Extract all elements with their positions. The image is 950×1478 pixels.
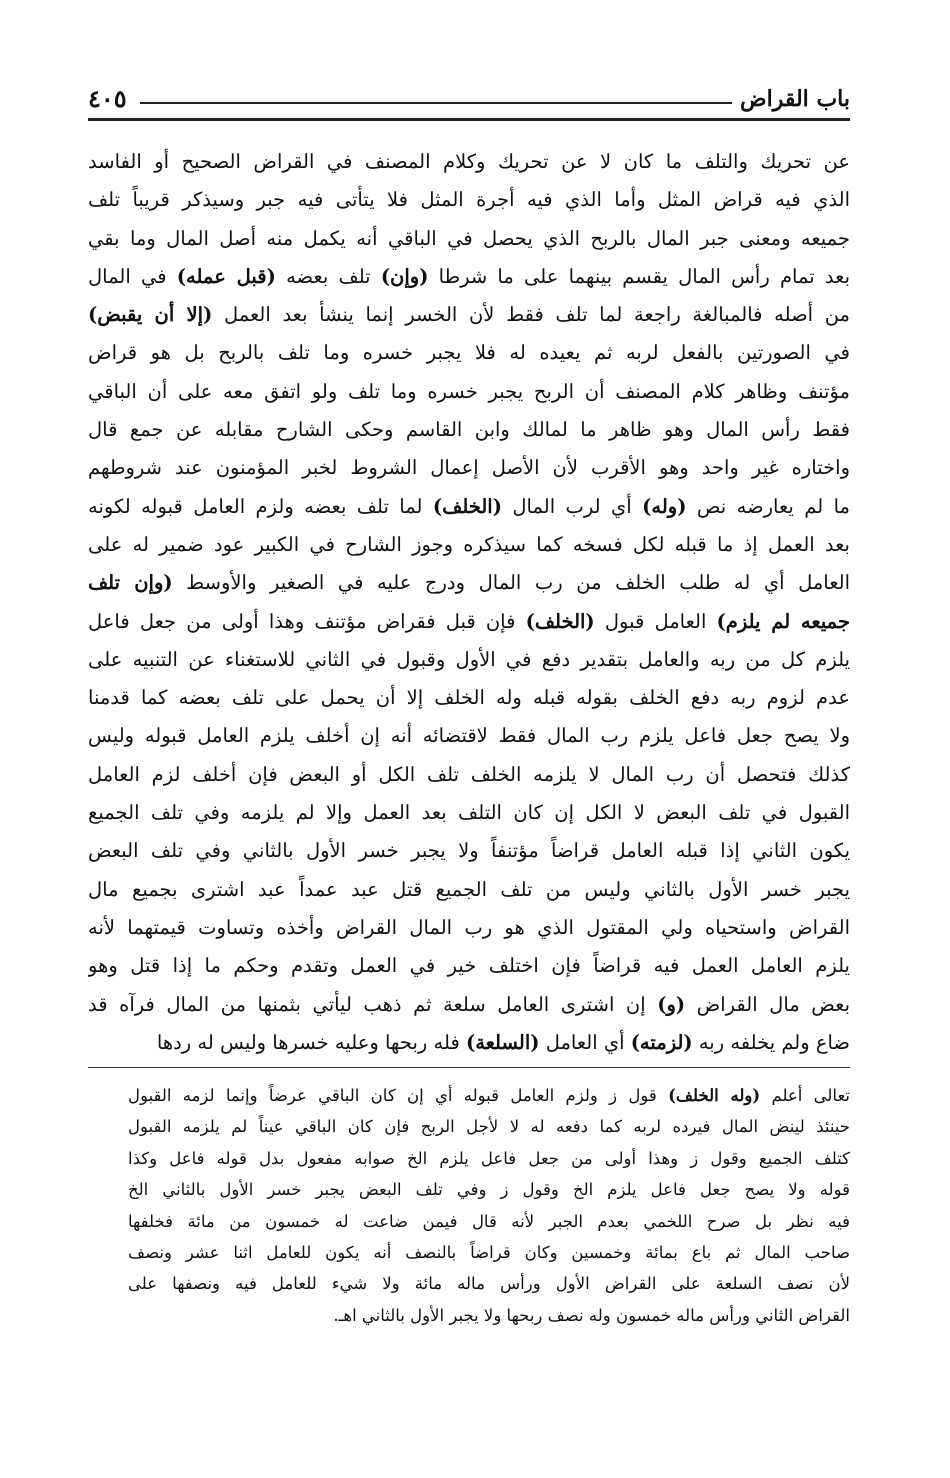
bold-term: (قبل عمله): [176, 264, 276, 288]
chapter-title: باب القراض: [740, 86, 850, 112]
header-underline: [88, 118, 850, 121]
text-line: [88, 832, 850, 870]
text-run: ضاع ولم يخلفه ربه: [692, 1030, 850, 1054]
text-line: [88, 871, 850, 909]
text-line: [88, 181, 850, 219]
text-run: عدم لزوم ربه دفع الخلف بقوله قبله وله الخلف إلا أن يحمل على تلف بعضه كما قدمنا: [88, 686, 850, 710]
text-run: كذلك فتحصل أن رب المال لا يلزمه الخلف تلف الكل أو البعض فإن أخلف لزم العامل: [88, 762, 850, 786]
text-run: عن تحريك والتلف ما كان لا عن تحريك وكلام المصنف في القراض الصحيح أو الفاسد: [88, 150, 850, 173]
text-run: لأن نصف السلعة على القراض الأول ورأس ماله مائة ولا شيء للعامل فيه ونصفها على: [128, 1274, 850, 1294]
text-run: قوله ولا يصح جعل فاعل يلزم الخ وقول ز وفي تلف البعض يجبر خسر الأول بالثاني الخ: [128, 1180, 850, 1200]
text-run: فله ربحها وعليه خسرها وليس له ردها: [156, 1030, 466, 1054]
text-line: [88, 373, 850, 411]
footnote-line: [128, 1143, 850, 1174]
text-run: القراض الثاني ورأس ماله خمسون وله نصف ربحها ولا يجبر الأول بالثاني اهـ.: [333, 1305, 850, 1325]
text-run: من أصله فالمبالغة راجعة لما تلف فقط لأن الخسر إنما ينشأ بعد العمل: [212, 303, 850, 327]
text-line: [88, 488, 850, 526]
text-run: بعد العمل إذ ما قبله لكل فسخه كما سيذكره وجوز الشارح في الكبير عود ضمير له على: [88, 532, 850, 556]
text-run: فقط رأس المال وهو ظاهر ما لمالك وابن القاسم وحكى الشارح مقابله عن جمع قال: [88, 418, 850, 442]
text-run: صاحب المال ثم باع بمائة وخمسين وكان قراضاً بالنصف أنه يكون للعامل اثنا عشر ونصف: [128, 1242, 850, 1262]
footnote-line: [128, 1111, 850, 1142]
footnote-divider: [88, 1067, 850, 1068]
text-run: إن اشترى العامل سلعة ثم ذهب ليأتي بثمنها من المال فرآه قد: [88, 992, 658, 1016]
text-run: في الصورتين بالفعل لربه ثم يعيده له فلا يجبر خسره وما تلف بالربح بل هو قراض: [88, 341, 850, 365]
text-line: [88, 603, 850, 641]
bold-term: (وله): [642, 494, 687, 518]
bold-term: (الخلف): [525, 609, 595, 633]
text-line: [88, 143, 850, 181]
text-line: [88, 296, 850, 334]
text-line: [88, 220, 850, 258]
text-run: حينئذ لينض المال فيرده لربه كما دفعه له لا لأجل الربح فإن كان الباقي عيناً لم يلزمه القبول: [128, 1117, 850, 1137]
text-run: يلزم كل من ربه والعامل بتقدير دفع في الأول وقبول في الثاني للاستغناء عن التنبيه على: [88, 647, 850, 671]
footnote-line: [128, 1080, 850, 1111]
bold-term: جميعه لم يلزم): [716, 609, 850, 633]
text-run: تعالى أعلم: [760, 1086, 850, 1105]
text-run: أي العامل: [539, 1030, 631, 1054]
text-run: الذي فيه قراض المثل وأما الذي فيه أجرة المثل فلا يتأتى فيه جبر وسيذكر قريباً تلف: [88, 188, 850, 212]
text-line: [88, 564, 850, 602]
header-rule: [140, 102, 732, 104]
text-run: ولا يصح جعل فاعل يلزم رب المال فقط لاقتضائه أنه إن أخلف يلزم العامل قبوله وليس: [88, 724, 850, 748]
text-run: واختاره غير واحد وهو الأقرب لأن الأصل إعمال الشروط لخبر المؤمنون عند شروطهم: [88, 456, 850, 480]
text-line: [88, 334, 850, 372]
text-line: [88, 986, 850, 1024]
text-run: كتلف الجميع وقول ز وهذا أولى من جعل فاعل يلزم الخ صوابه مفعول بدل قوله فاعل وكذا: [128, 1148, 850, 1168]
text-line: [88, 909, 850, 947]
text-line: [88, 258, 850, 296]
text-line: [88, 411, 850, 449]
text-run: مؤتنف وظاهر كلام المصنف أن الربح يجبر خسره وما تلف ولو اتفق معه على أن الباقي: [88, 379, 850, 403]
text-line: [88, 794, 850, 832]
text-line: [88, 717, 850, 755]
text-run: فيه نظر بل صرح اللخمي بعدم الجبر لأنه قال فيمن ضاعت له خمسون من مائة فخلفها: [128, 1211, 850, 1231]
footnote-line: [128, 1206, 850, 1237]
text-run: بعض مال القراض: [685, 992, 850, 1016]
main-text: [88, 143, 850, 1062]
text-line: [88, 641, 850, 679]
bold-term: (السلعة): [465, 1030, 540, 1054]
footnotes: [128, 1080, 850, 1331]
bold-term: (وإن): [380, 264, 429, 288]
text-run: قول ز ولزم العامل قبوله أي إن كان الباقي عرضاً وإنما لزمه القبول: [128, 1086, 669, 1105]
text-line: [88, 449, 850, 487]
bold-term: (لزمته): [630, 1030, 693, 1054]
text-line: [88, 947, 850, 985]
footnote-line: [128, 1174, 850, 1205]
bold-term: (و): [657, 992, 686, 1016]
text-run: العامل أي له طلب الخلف من رب المال ودرج عليه في الصغير والأوسط: [172, 571, 850, 595]
bold-term: (إلا أن يقبض): [88, 303, 213, 327]
text-line: [88, 756, 850, 794]
text-run: بعد تمام رأس المال يقسم بينهما على ما شرطا: [428, 264, 850, 288]
footnote-line: [128, 1268, 850, 1299]
bold-term: (وإن تلف: [88, 571, 173, 595]
text-run: تلف بعضه: [275, 264, 381, 288]
text-run: أي لرب المال: [501, 494, 643, 518]
text-run: القراض واستحياه ولي المقتول الذي هو رب المال القراض وأخذه وتساوت قيمتهما لأنه: [88, 915, 850, 939]
text-run: فإن قبل فقراض مؤتنف وهذا أولى من جعل فاعل: [88, 609, 526, 633]
text-run: يجبر خسر الأول بالثاني وليس من تلف الجميع قتل عبد عمداً عبد اشترى بجميع مال: [88, 877, 850, 901]
footnote-line: [128, 1237, 850, 1268]
text-run: يلزم العامل العمل فيه قراضاً فإن اختلف خير في العمل وتقدم وحكم ما إذا قتل وهو: [88, 954, 850, 978]
text-run: يكون الثاني إذا قبله العامل قراضاً مؤتنفاً ولا يجبر خسر الأول بالثاني وفي تلف البعض: [88, 839, 850, 863]
text-line: [88, 1024, 850, 1062]
text-run: العامل قبول: [594, 609, 717, 633]
text-run: في المال: [88, 264, 177, 288]
bold-term: (الخلف): [432, 494, 502, 518]
bold-term: (وله الخلف): [668, 1086, 761, 1105]
text-line: [88, 679, 850, 717]
text-line: [88, 526, 850, 564]
text-run: ما لم يعارضه نص: [686, 494, 850, 518]
footnote-line: [128, 1300, 850, 1331]
text-run: القبول في تلف البعض لا الكل إن كان التلف بعد العمل وإلا لم يلزمه وفي تلف الجميع: [88, 801, 850, 825]
running-header: [88, 78, 850, 124]
page-number: ٤٠٥: [88, 84, 127, 113]
text-run: جميعه ومعنى جبر المال بالربح الذي يحصل في الباقي أنه يكمل منه أصل المال وما بقي: [88, 226, 850, 250]
text-run: لما تلف بعضه ولزم العامل قبوله لكونه: [88, 494, 433, 518]
